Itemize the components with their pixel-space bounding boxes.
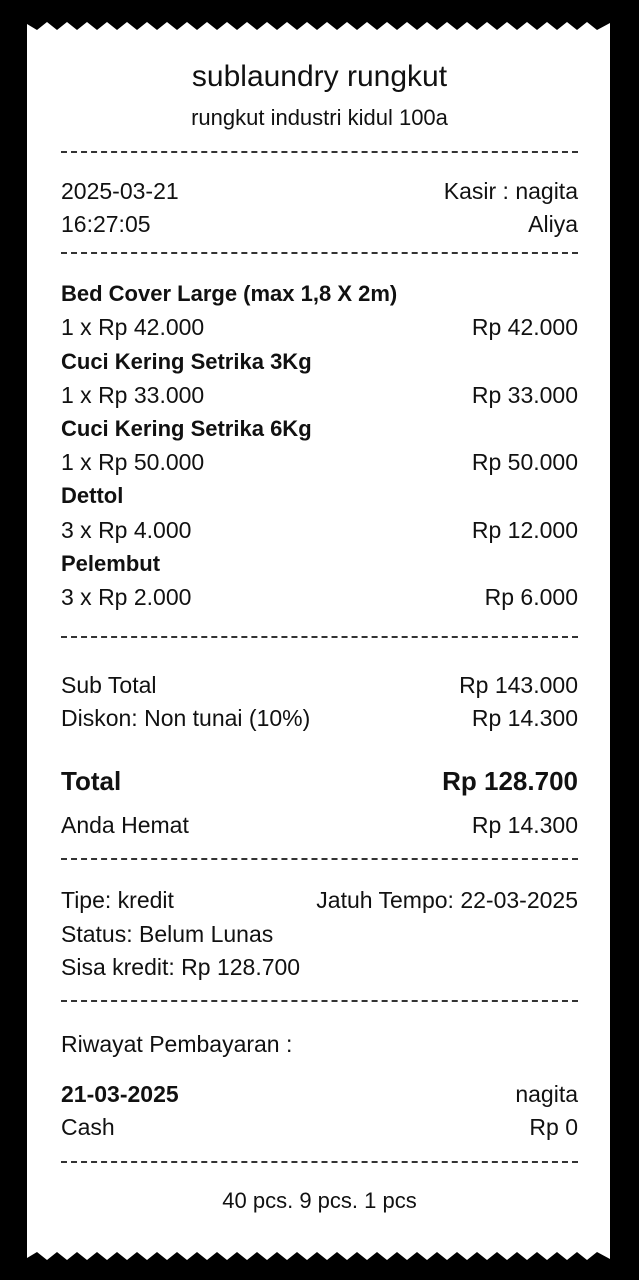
item-line xyxy=(61,516,578,544)
divider xyxy=(61,858,578,860)
savings-row xyxy=(61,811,578,839)
divider xyxy=(61,1000,578,1002)
item-qty-price: 3 x Rp 4.000 xyxy=(61,517,192,543)
item-qty-price: 3 x Rp 2.000 xyxy=(61,584,192,610)
item-name: Dettol xyxy=(61,483,124,508)
item-subtotal: Rp 42.000 xyxy=(471,314,578,340)
item-qty-price: 1 x Rp 50.000 xyxy=(61,449,205,475)
credit-type-row xyxy=(61,886,578,914)
payment-amount: Rp 0 xyxy=(529,1114,578,1140)
credit-due-date: Jatuh Tempo: 22-03-2025 xyxy=(316,887,578,913)
item-name: Bed Cover Large (max 1,8 X 2m) xyxy=(61,281,398,306)
item-subtotal: Rp 12.000 xyxy=(471,517,578,543)
savings-label: Anda Hemat xyxy=(61,812,189,838)
meta-row-2 xyxy=(61,210,578,238)
receipt-content xyxy=(61,30,578,1252)
payment-method: Cash xyxy=(61,1114,115,1140)
transaction-time: 16:27:05 xyxy=(61,211,151,237)
payment-entry-header xyxy=(61,1080,578,1108)
item-name: Cuci Kering Setrika 3Kg xyxy=(61,349,312,374)
savings-value: Rp 14.300 xyxy=(471,812,578,838)
subtotal-label: Sub Total xyxy=(61,672,157,698)
item-subtotal: Rp 33.000 xyxy=(471,382,578,408)
payment-cashier: nagita xyxy=(515,1081,578,1107)
store-address: rungkut industri kidul 100a xyxy=(191,105,448,130)
customer-name: Aliya xyxy=(528,211,578,237)
item-qty-price: 1 x Rp 42.000 xyxy=(61,314,205,340)
divider xyxy=(61,636,578,638)
subtotal-row xyxy=(61,671,578,699)
item-line xyxy=(61,448,578,476)
total-label: Total xyxy=(61,766,122,796)
transaction-date: 2025-03-21 xyxy=(61,178,179,204)
meta-row-1 xyxy=(61,177,578,205)
store-name: sublaundry rungkut xyxy=(191,60,448,93)
discount-row xyxy=(61,704,578,732)
credit-type: Tipe: kredit xyxy=(61,887,174,913)
item-name: Cuci Kering Setrika 6Kg xyxy=(61,416,312,441)
divider xyxy=(61,151,578,153)
total-value: Rp 128.700 xyxy=(442,766,578,796)
discount-value: Rp 14.300 xyxy=(471,705,578,731)
piece-count: 40 pcs. 9 pcs. 1 pcs xyxy=(222,1188,417,1213)
discount-label: Diskon: Non tunai (10%) xyxy=(61,705,311,731)
credit-remaining: Sisa kredit: Rp 128.700 xyxy=(61,954,301,980)
divider xyxy=(61,252,578,254)
payment-date: 21-03-2025 xyxy=(61,1081,179,1107)
credit-status: Status: Belum Lunas xyxy=(61,921,274,947)
item-qty-price: 1 x Rp 33.000 xyxy=(61,382,205,408)
item-subtotal: Rp 50.000 xyxy=(471,449,578,475)
item-line xyxy=(61,381,578,409)
subtotal-value: Rp 143.000 xyxy=(459,672,578,698)
total-row xyxy=(61,765,578,797)
item-line xyxy=(61,313,578,341)
payment-entry-detail xyxy=(61,1113,578,1141)
divider xyxy=(61,1161,578,1163)
payment-history-title: Riwayat Pembayaran : xyxy=(61,1031,293,1057)
cashier-name: Kasir : nagita xyxy=(443,178,578,204)
item-subtotal: Rp 6.000 xyxy=(484,584,578,610)
receipt xyxy=(27,30,610,1252)
item-line xyxy=(61,583,578,611)
item-name: Pelembut xyxy=(61,551,161,576)
